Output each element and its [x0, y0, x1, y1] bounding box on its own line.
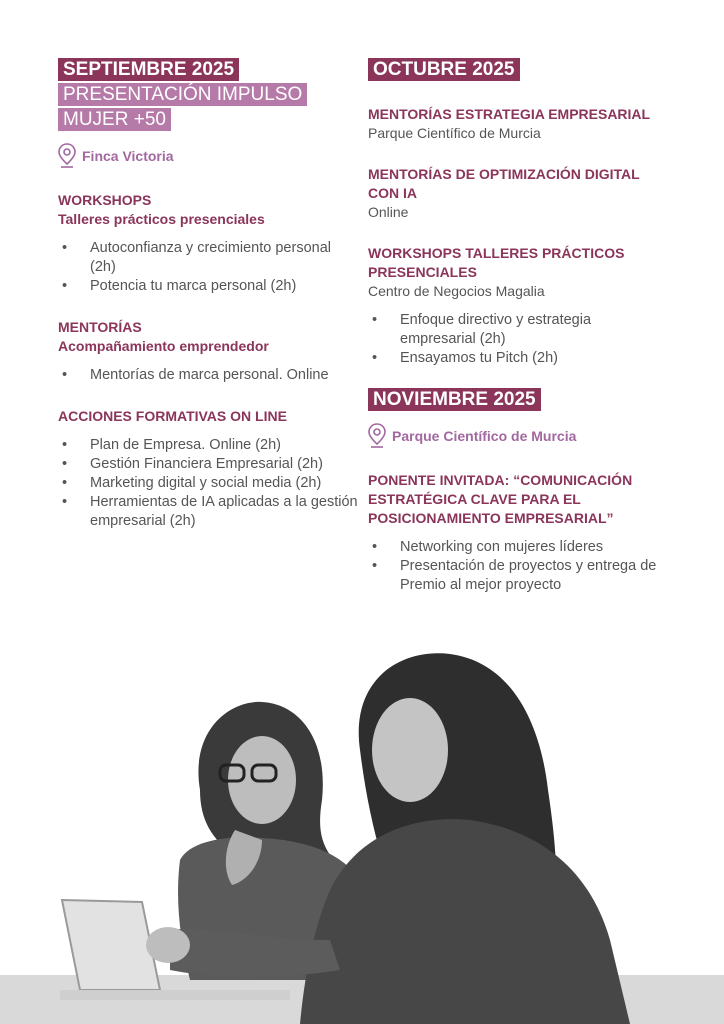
- location-finca: [58, 143, 358, 169]
- list-item: • Potencia tu marca personal (2h): [58, 277, 358, 296]
- octubre-block1-place: Parque Científico de Murcia: [368, 125, 541, 141]
- label-noviembre: NOVIEMBRE 2025: [368, 388, 541, 411]
- list-item: • Ensayamos tu Pitch (2h): [368, 349, 668, 368]
- mentorias-subtitle: Acompañamiento emprendedor: [58, 338, 269, 354]
- octubre-block3-title: WORKSHOPS TALLERES PRÁCTICOS PRESENCIALES: [368, 245, 625, 280]
- noviembre-list: [368, 538, 668, 595]
- two-women-laptop-photo: [0, 640, 724, 1024]
- octubre-block2-place: Online: [368, 204, 409, 220]
- octubre-block2-title: MENTORÍAS DE OPTIMIZACIÓN DIGITAL CON IA: [368, 166, 640, 201]
- acciones-list: [58, 436, 358, 531]
- list-item: • Enfoque directivo y estrategia empresarial (2h): [368, 311, 668, 349]
- mentorias-list: [58, 366, 358, 385]
- list-item: • Herramientas de IA aplicadas a la gestión empresarial (2h): [58, 493, 358, 531]
- octubre-block3-place: Centro de Negocios Magalia: [368, 283, 545, 299]
- list-item: • Networking con mujeres líderes: [368, 538, 668, 557]
- list-item: • Mentorías de marca personal. Online: [58, 366, 358, 385]
- location-text: Finca Victoria: [82, 148, 174, 164]
- label-septiembre: SEPTIEMBRE 2025: [58, 58, 239, 81]
- mentorias-title: MENTORÍAS: [58, 319, 142, 335]
- list-item: • Presentación de proyectos y entrega de Premio al mejor proyecto: [368, 557, 668, 595]
- location-pin-icon: [368, 423, 386, 449]
- list-item: • Marketing digital y social media (2h): [58, 474, 358, 493]
- workshops-title: WORKSHOPS: [58, 192, 152, 208]
- acciones-title: ACCIONES FORMATIVAS ON LINE: [58, 408, 287, 424]
- september-column: [58, 58, 358, 531]
- october-november-column: [368, 58, 668, 595]
- list-item: • Gestión Financiera Empresarial (2h): [58, 455, 358, 474]
- octubre-block1-title: MENTORÍAS ESTRATEGIA EMPRESARIAL: [368, 106, 651, 122]
- workshops-subtitle: Talleres prácticos presenciales: [58, 211, 265, 227]
- list-item: • Plan de Empresa. Online (2h): [58, 436, 358, 455]
- label-presentacion: PRESENTACIÓN IMPULSO: [58, 83, 307, 106]
- workshops-list: [58, 239, 358, 296]
- location-text: Parque Científico de Murcia: [392, 428, 577, 444]
- location-pin-icon: [58, 143, 76, 169]
- label-octubre: OCTUBRE 2025: [368, 58, 520, 81]
- octubre-list: [368, 311, 668, 368]
- location-parque: [368, 423, 668, 449]
- ponente-title: PONENTE INVITADA: “COMUNICACIÓN ESTRATÉGICA CLAVE PARA EL POSICIONAMIENTO EMPRESARIAL”: [368, 472, 633, 526]
- list-item: • Autoconfianza y crecimiento personal (2h): [58, 239, 358, 277]
- label-mujer: MUJER +50: [58, 108, 171, 131]
